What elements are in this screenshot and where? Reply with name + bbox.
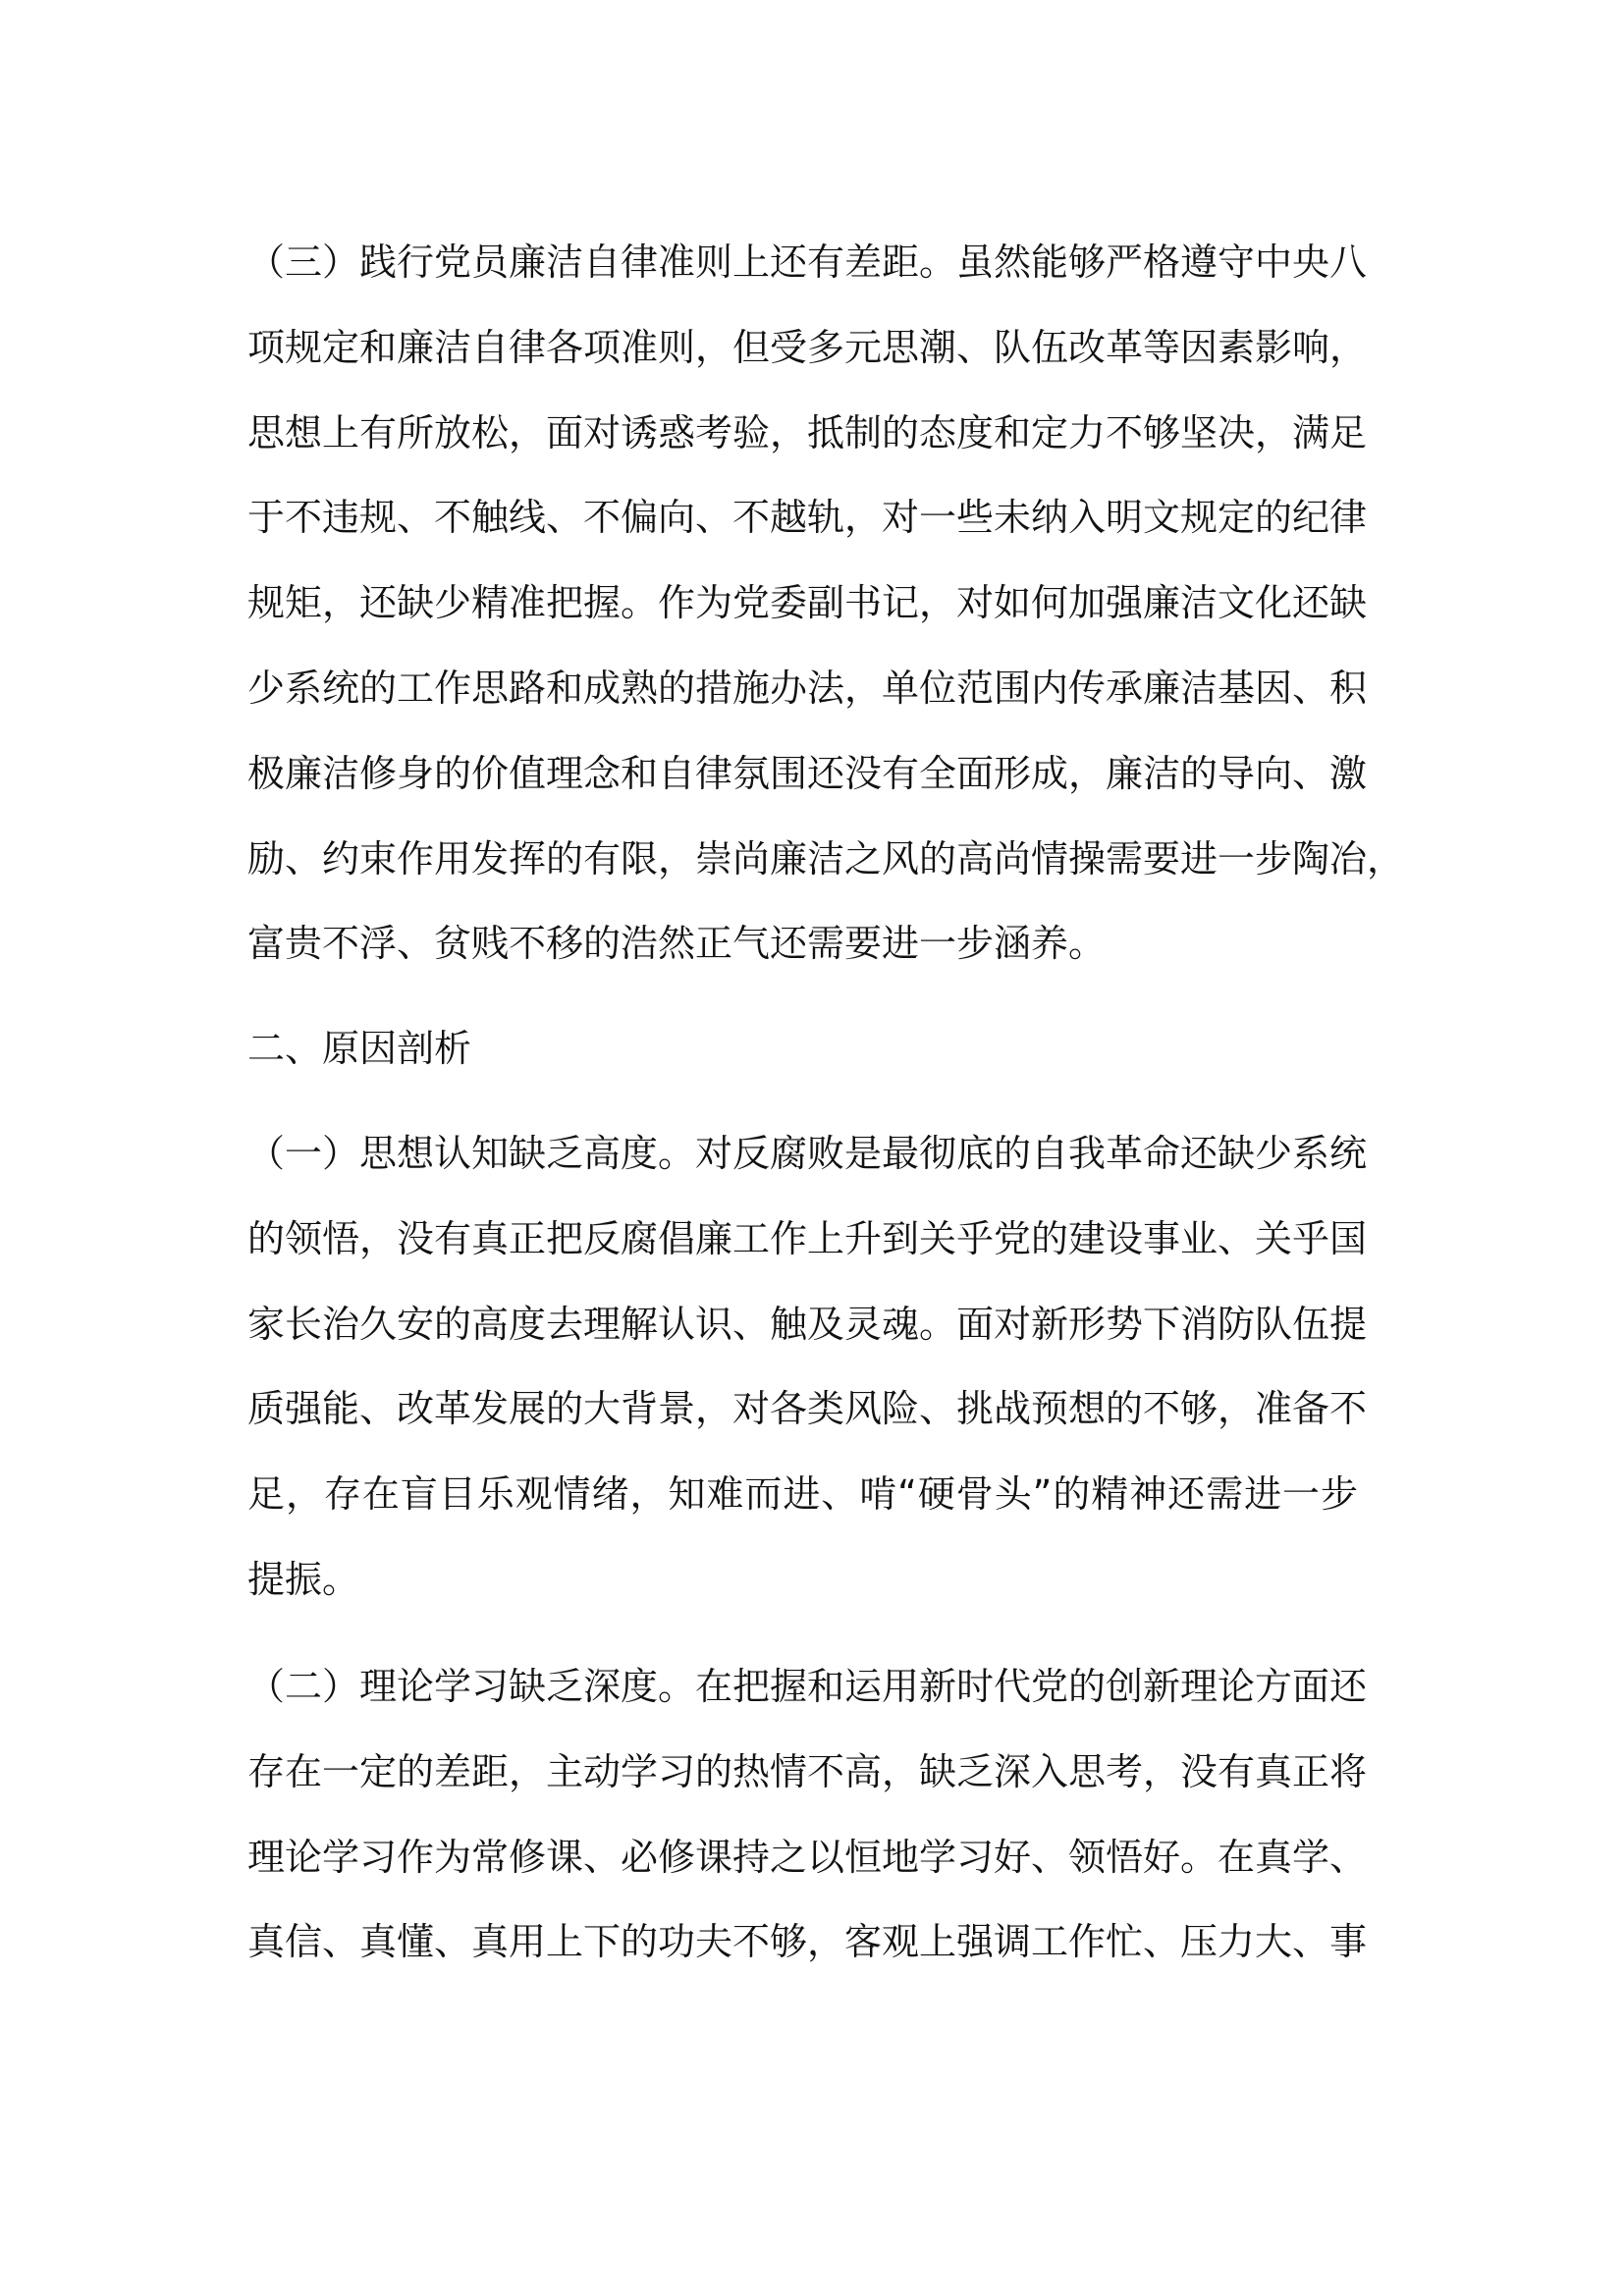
heading-text: 二、原因剖析 [247,1027,472,1070]
text-line: 少系统的工作思路和成熟的措施办法，单位范围内传承廉洁基因、积 [247,667,1368,710]
text-line: 的领悟，没有真正把反腐倡廉工作上升到关乎党的建设事业、关乎国 [247,1216,1368,1260]
text-line: 富贵不浮、贫贱不移的浩然正气还需要进一步涵养。 [247,922,1107,966]
text-line: 于不违规、不触线、不偏向、不越轨，对一些未纳入明文规定的纪律 [247,496,1368,540]
text-line: 质强能、改革发展的大背景，对各类风险、挑战预想的不够，准备不 [247,1387,1368,1431]
text-line: 足，存在盲目乐观情绪，知难而进、啃“硬骨头”的精神还需进一步 [247,1472,1358,1517]
text-line: 存在一定的差距，主动学习的热情不高，缺乏深入思考，没有真正将 [247,1749,1368,1793]
text-line: 规矩，还缺少精准把握。作为党委副书记，对如何加强廉洁文化还缺 [247,581,1368,625]
text-line: 真信、真懂、真用上下的功夫不够，客观上强调工作忙、压力大、事 [247,1920,1368,1964]
text-line: 极廉洁修身的价值理念和自律氛围还没有全面形成，廉洁的导向、激 [247,751,1368,795]
text-line: 理论学习作为常修课、必修课持之以恒地学习好、领悟好。在真学、 [247,1835,1368,1879]
text-line: 励、约束作用发挥的有限，崇尚廉洁之风的高尚情操需要进一步陶冶， [247,836,1405,881]
text-line: （三）践行党员廉洁自律准则上还有差距。虽然能够严格遵守中央八 [247,240,1368,284]
text-line: 家长治久安的高度去理解认识、触及灵魂。面对新形势下消防队伍提 [247,1302,1368,1346]
text-line: 思想上有所放松，面对诱惑考验，抵制的态度和定力不够坚决，满足 [247,410,1368,454]
text-line: （一）思想认知缺乏高度。对反腐败是最彻底的自我革命还缺少系统 [247,1132,1368,1175]
text-line: 项规定和廉洁自律各项准则，但受多元思潮、队伍改革等因素影响， [247,325,1368,369]
text-line: （二）理论学习缺乏深度。在把握和运用新时代党的创新理论方面还 [247,1665,1368,1708]
text-line: 提振。 [247,1558,360,1601]
